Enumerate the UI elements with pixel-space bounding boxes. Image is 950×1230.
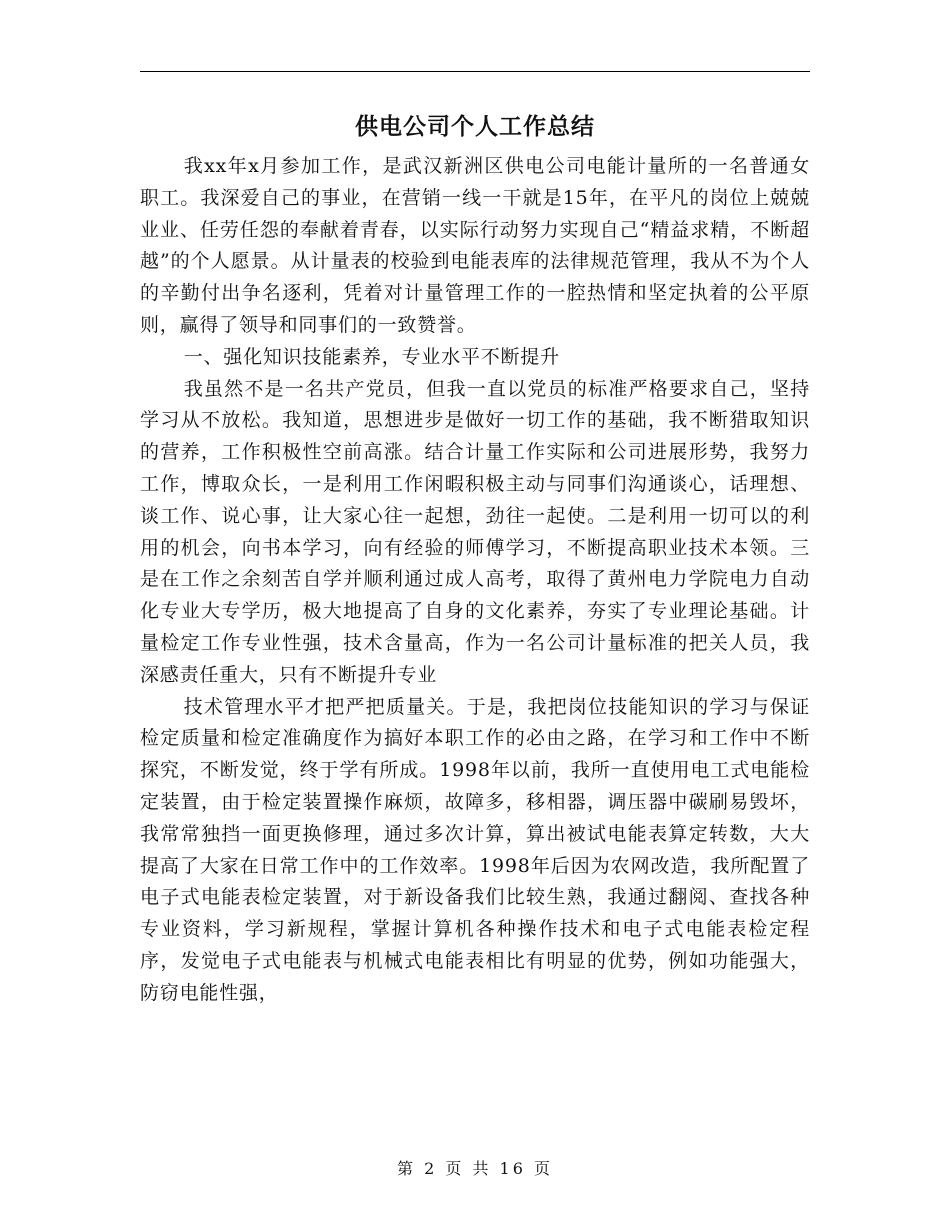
section-heading: 一、强化知识技能素养，专业水平不断提升 xyxy=(183,345,560,368)
document-body xyxy=(140,151,810,1010)
document-title: 供电公司个人工作总结 xyxy=(355,113,595,140)
page-number: 第 2 页 共 16 页 xyxy=(397,1159,553,1178)
paragraph-technical: 技术管理水平才把严把质量关。于是，我把岗位技能知识的学习与保证检定质量和检定准确度作为搞好本职工作的必由之路，在学习和工作中不断探究，不断发觉，终于学有所成。1998年以前，我所一直使用电工式电能检定装置，由于检定装置操作麻烦，故障多，移相器，调压器中碳刷易毁坏，我常常独挡一面更换修理，通过多次计算，算出被试电能表算定转数，大大提高了大家在日常工作中的工作效率。1998年后因为农网改造，我所配置了电子式电能表检定装置，对于新设备我们比较生熟，我通过翻阅、查找各种专业资料，学习新规程，掌握计算机各种操作技术和电子式电能表检定程序，发觉电子式电能表与机械式电能表相比有明显的优势，例如功能强大，防窃电能性强， xyxy=(140,695,810,1004)
header-rule xyxy=(140,71,810,72)
paragraph-intro: 我xx年x月参加工作，是武汉新洲区供电公司电能计量所的一名普通女职工。我深爱自己的事业，在营销一线一干就是15年，在平凡的岗位上兢兢业业、任劳任怨的奉献着青春，以实际行动努力实现自己“精益求精，不断超越”的个人愿景。从计量表的校验到电能表库的法律规范管理，我从不为个人的辛勤付出争名逐利，凭着对计量管理工作的一腔热情和坚定执着的公平原则，赢得了领导和同事们的一致赞誉。 xyxy=(140,155,810,336)
paragraph-learning: 我虽然不是一名共产党员，但我一直以党员的标准严格要求自己，坚持学习从不放松。我知道，思想进步是做好一切工作的基础，我不断猎取知识的营养，工作积极性空前高涨。结合计量工作实际和公司进展形势，我努力工作，博取众长，一是利用工作闲暇积极主动与同事们沟通谈心，话理想、谈工作、说心事，让大家心往一起想，劲往一起使。二是利用一切可以的利用的机会，向书本学习，向有经验的师傅学习，不断提高职业技术本领。三是在工作之余刻苦自学并顺利通过成人高考，取得了黄州电力学院电力自动化专业大专学历，极大地提高了自身的文化素养，夯实了专业理论基础。计量检定工作专业性强，技术含量高，作为一名公司计量标准的把关人员，我深感责任重大，只有不断提升专业 xyxy=(140,377,810,686)
